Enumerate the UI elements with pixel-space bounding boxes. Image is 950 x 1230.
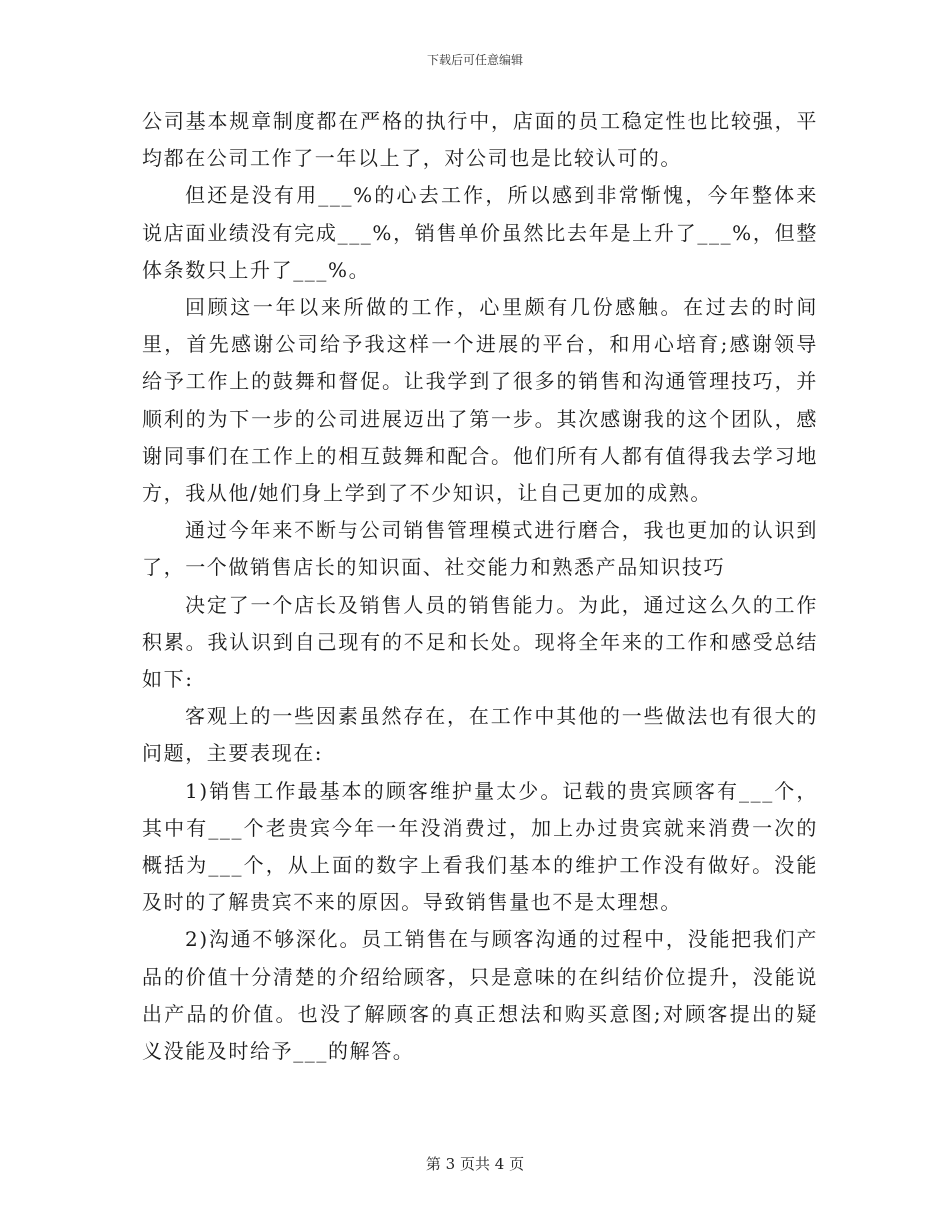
- paragraph-7: 1)销售工作最基本的顾客维护量太少。记载的贵宾顾客有___个，其中有___个老贵宾今年一年没消费过，加上办过贵宾就来消费一次的概括为___个，从上面的数字上看我们基本的维护工作没有做好。没能及时的了解贵宾不来的原因。导致销售量也不是太理想。: [142, 778, 818, 915]
- paragraph-5: 决定了一个店长及销售人员的销售能力。为此，通过这么久的工作积累。我认识到自己现有的不足和长处。现将全年来的工作和感受总结如下:: [142, 592, 818, 692]
- paragraph-2: 但还是没有用___%的心去工作，所以感到非常惭愧，今年整体来说店面业绩没有完成___%，销售单价虽然比去年是上升了___%，但整体条数只上升了___%。: [142, 183, 818, 282]
- page-footer: 第 3 页共 4 页: [425, 1155, 525, 1173]
- paragraph-3: 回顾这一年以来所做的工作，心里颇有几份感触。在过去的时间里，首先感谢公司给予我这样一个进展的平台，和用心培育;感谢领导给予工作上的鼓舞和督促。让我学到了很多的销售和沟通管理技巧，并顺利的为下一步的公司进展迈出了第一步。其次感谢我的这个团队，感谢同事们在工作上的相互鼓舞和配合。他们所有人都有值得我去学习地方，我从他/她们身上学到了不少知识，让自己更加的成熟。: [142, 295, 818, 506]
- page-header: 下载后可任意编辑: [426, 53, 523, 67]
- paragraph-8: 2)沟通不够深化。员工销售在与顾客沟通的过程中，没能把我们产品的价值十分清楚的介绍给顾客，只是意味的在纠结价位提升，没能说出产品的价值。也没了解顾客的真正想法和购买意图;对顾客提出的疑义没能及时给予___的解答。: [142, 927, 818, 1064]
- paragraph-6: 客观上的一些因素虽然存在，在工作中其他的一些做法也有很大的问题，主要表现在:: [142, 704, 818, 766]
- paragraph-1: 公司基本规章制度都在严格的执行中，店面的员工稳定性也比较强，平均都在公司工作了一年以上了，对公司也是比较认可的。: [142, 109, 818, 171]
- paragraph-4: 通过今年来不断与公司销售管理模式进行磨合，我也更加的认识到了，一个做销售店长的知识面、社交能力和熟悉产品知识技巧: [142, 518, 818, 580]
- document-body: [142, 103, 818, 1070]
